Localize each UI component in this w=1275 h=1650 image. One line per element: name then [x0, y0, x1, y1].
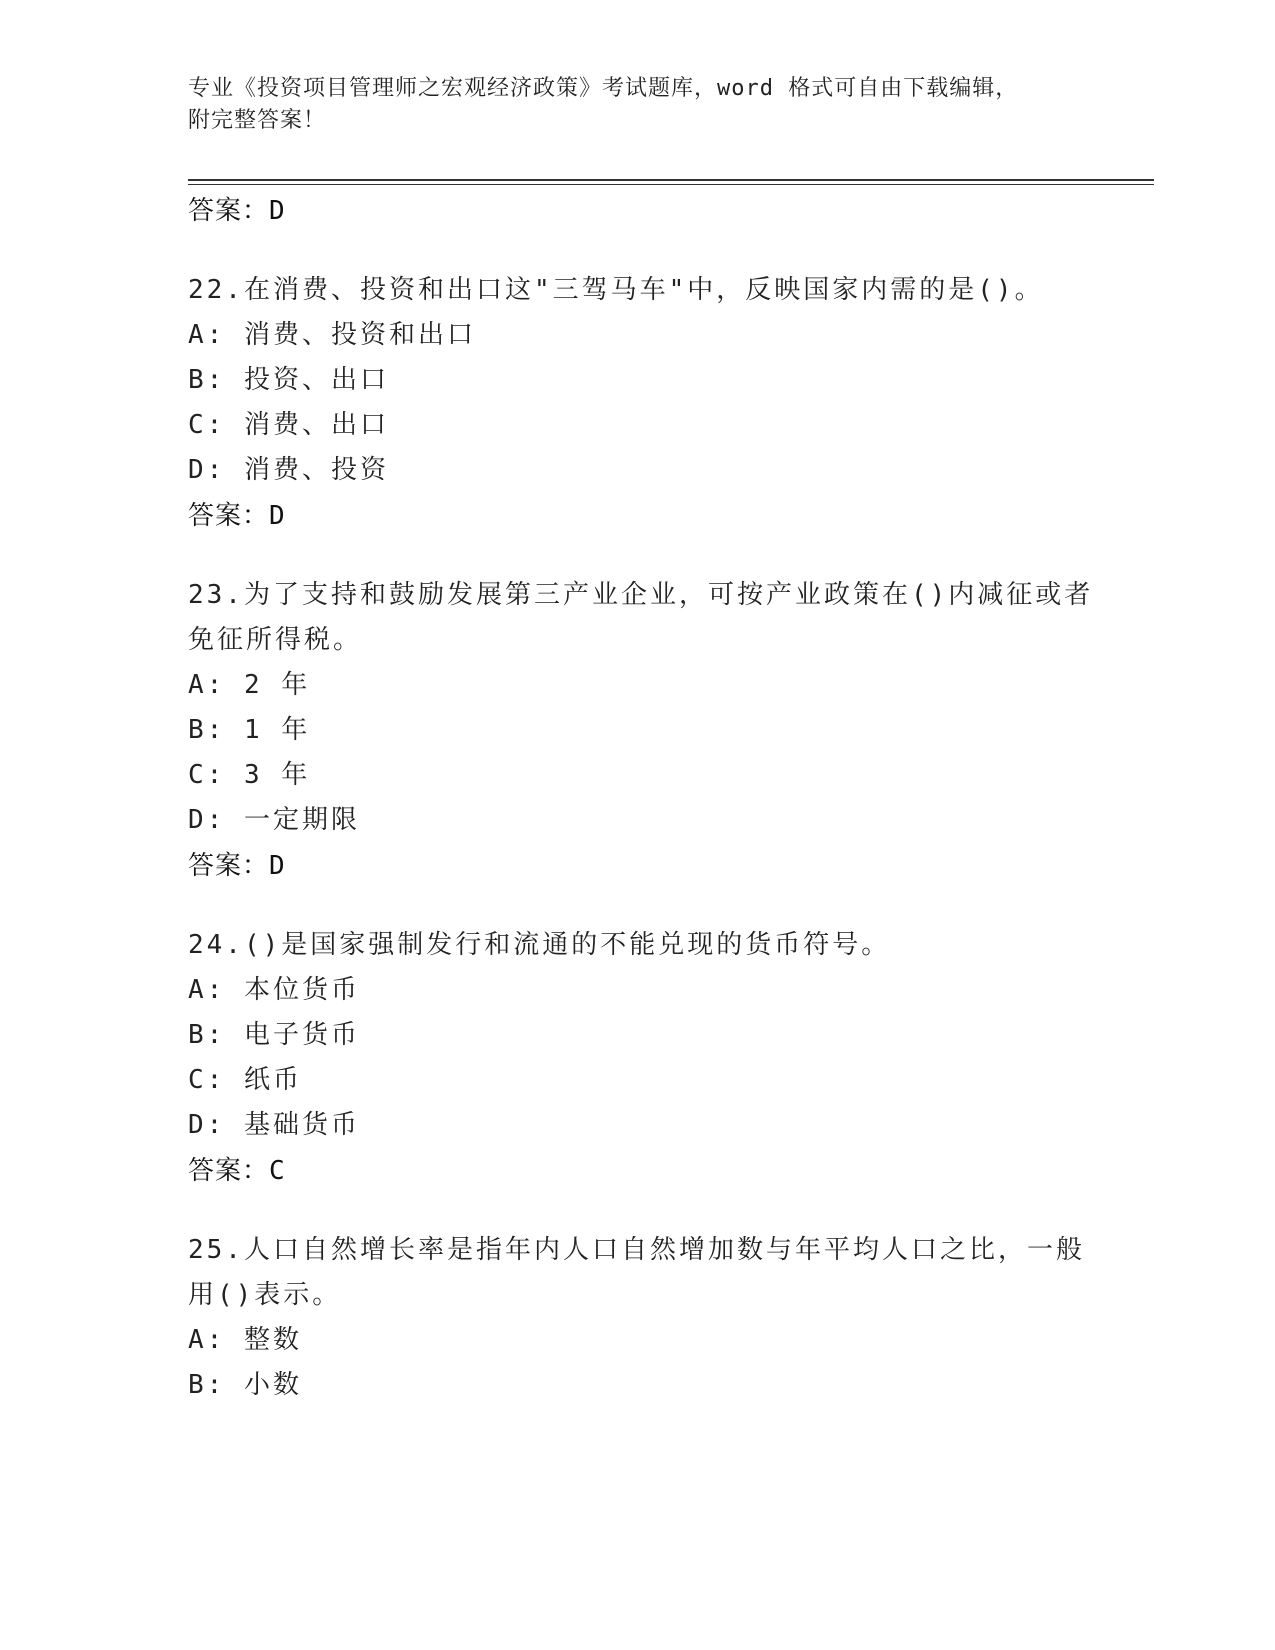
question-list: [188, 188, 1094, 1408]
answer-line: 答案：D: [188, 501, 286, 531]
header-divider-thin: [188, 184, 1154, 185]
question-22: [188, 268, 1088, 539]
header-divider-thick: [188, 179, 1154, 181]
option-b: B: 小数: [188, 1370, 302, 1400]
header-line-2: 附完整答案！: [188, 108, 327, 133]
document-header: [188, 73, 1068, 137]
option-b: B: 1 年: [188, 715, 311, 745]
question-stem-line: 23.为了支持和鼓励发展第三产业企业，可按产业政策在()内减征或者: [188, 580, 1094, 610]
header-line-1: 专业《投资项目管理师之宏观经济政策》考试题库，word 格式可自由下载编辑，: [188, 76, 1019, 101]
option-a: A: 2 年: [188, 670, 311, 700]
question-stem-line: 免征所得税。: [188, 625, 363, 655]
question-stem: [188, 268, 1088, 313]
question-stem: [188, 1228, 1088, 1318]
question-stem-line: 22.在消费、投资和出口这"三驾马车"中，反映国家内需的是()。: [188, 275, 1044, 305]
question-stem: [188, 923, 1088, 968]
answer-line: 答案：D: [188, 851, 286, 881]
question-stem-line: 24.()是国家强制发行和流通的不能兑现的货币符号。: [188, 930, 891, 960]
question-stem: [188, 573, 1094, 663]
option-a: A: 整数: [188, 1325, 302, 1355]
answer-line: 答案：D: [188, 196, 286, 226]
question-stem-line: 25.人口自然增长率是指年内人口自然增加数与年平均人口之比，一般: [188, 1235, 1085, 1265]
option-d: D: 一定期限: [188, 805, 360, 835]
option-c: C: 纸币: [188, 1065, 302, 1095]
option-b: B: 投资、出口: [188, 365, 389, 395]
question-23: [188, 573, 1094, 889]
question-24: [188, 923, 1088, 1194]
option-d: D: 基础货币: [188, 1110, 360, 1140]
option-a: A: 本位货币: [188, 975, 360, 1005]
option-d: D: 消费、投资: [188, 455, 389, 485]
option-b: B: 电子货币: [188, 1020, 360, 1050]
question-stem-line: 用()表示。: [188, 1280, 342, 1310]
question-25: [188, 1228, 1088, 1408]
option-a: A: 消费、投资和出口: [188, 320, 476, 350]
option-c: C: 消费、出口: [188, 410, 389, 440]
option-c: C: 3 年: [188, 760, 311, 790]
answer-line: 答案：C: [188, 1156, 286, 1186]
